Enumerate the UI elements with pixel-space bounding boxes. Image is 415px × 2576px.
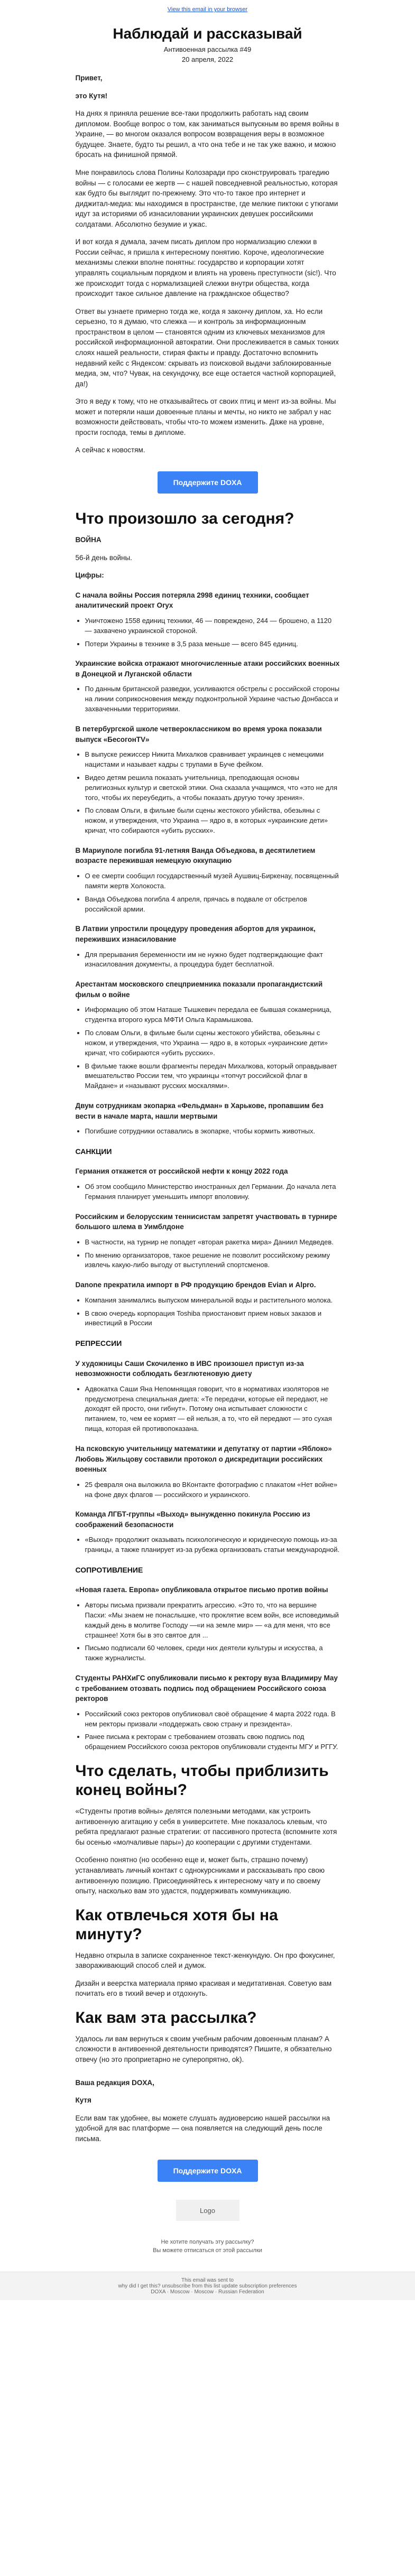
news-bullets [85,1480,340,1500]
news-bullets [85,1005,340,1091]
news-bullets [85,684,340,714]
news-bullet-item: • Потери Украины в технике в 3,5 раза меньше — всего 845 единиц. [85,639,340,649]
news-bullet-item: • О ее смерти сообщил государственный музей Аушвиц-Биркенау, посвященный памяти жертв Холокоста. [85,871,340,891]
news-bullet-item: • Компания занимались выпуском минеральной воды и растительного молока. [85,1296,340,1306]
logo-alt-text: Logo [200,2206,215,2215]
news-bullets [85,1238,340,1271]
news-bullets [85,1127,340,1137]
news-bullet-item: • По мнению организаторов, такое решение не позволит российскому режиму извлечь какую-либо выгоду от выступлений спортсменов. [85,1251,340,1271]
news-headline: Команда ЛГБТ-группы «Выход» вынужденно покинула Россию из соображений безопасности [75,1510,310,1529]
news-headline: В Мариуполе погибла 91-летняя Ванда Объедкова, в десятилетием возрасте пережившая немецкую оккупацию [75,846,316,865]
news-headline: На псковскую учительницу математики и депутатку от партии «Яблоко» Любовь Жильцову составили протокол о дискредитации российских военных [75,1444,332,1474]
section-heading: Что сделать, чтобы приблизить конец войны? [75,1762,329,1799]
news-headline: Студенты РАНХиГС опубликовали письмо к ректору вуза Владимиру Мау с требованием отозвать подпись под обращением Российского союза ректоров [75,1674,338,1703]
distraction-paragraph: Дизайн и веерстка материала прямо красивая и медитативная. Советую вам почитать его в тихий вечер и отдохнуть. [75,1979,332,1998]
section-heading: Как отвлечься хотя бы на минуту? [75,1906,278,1943]
intro-paragraph: Ответ вы узнаете примерно тогда же, когда я закончу диплом, ха. Но если серьезно, то я думаю, что слежка — и контроль за информационным пространством в целом — становятся одним из ключевых механизмов для российской информационной автократии. Они прослеживается в самых тонких слоях нашей реальности, стирая факты и правду. Достаточно вспомнить недавний кейс с Яндексом: скрывать из поисковой выдачи заблокированные медиа, эм, что? Чувак, на секундочку, все еще остается частной корпорацией, да!) [75,307,339,388]
news-bullets [85,1709,340,1752]
resistance-label: СОПРОТИВЛЕНИЕ [75,1566,143,1575]
sanctions-news-list [76,1166,340,1328]
email-body [76,25,340,2254]
war-day: 56-й день войны. [75,553,132,562]
news-bullets [85,1535,340,1555]
footer [0,2272,415,2300]
news-bullet-item: • Для прерывания беременности им не нужно будет подтверждающие факт изнасилования документы, а процедура будет бесплатной. [85,950,340,970]
repression-news-list [76,1359,340,1556]
news-headline: «Новая газета. Европа» опубликовала открытое письмо против войны [75,1586,328,1594]
distraction-section [76,1950,340,1999]
news-bullets [85,750,340,836]
news-bullet-item: • Письмо подписали 60 человек, среди них деятели культуры и искусства, а также журналисты. [85,1643,340,1663]
greeting: Привет, [75,74,103,82]
news-bullets [85,1182,340,1202]
unsubscribe-link[interactable]: Вы можете отписаться от этой рассылки [153,2247,262,2254]
news-bullet-item: • По словам Ольги, в фильме были сцены жестокого убийства, обезьяны с ножом, и утверждения, что Украина — ядро в, в которых «украинские дети» кричат, что собираются «убить русских». [85,806,340,836]
news-bullet-item: • Ранее письма к ректорам с требованием отозвать свою подпись под обращением Российского союза ректоров опубликовали студенты МГУ и РГГУ. [85,1732,340,1752]
news-bullet-item: • В частности, на турнир не попадет «вторая ракетка мира» Даниил Медведев. [85,1238,340,1248]
news-bullets [85,1296,340,1329]
intro-paragraph: А сейчас к новостям. [75,446,145,454]
view-in-browser-link[interactable]: View this email in your browser [167,6,248,13]
support-doxa-button[interactable]: Поддержите DOXA [158,471,258,494]
support-doxa-button[interactable]: Поддержите DOXA [158,2160,258,2182]
issue-date: 20 апреля, 2022 [181,55,234,63]
news-headline: В Латвии упростили процедуру проведения абортов для украинок, переживших изнасилование [75,925,316,943]
news-bullets [85,950,340,970]
greeting-signature: это Кутя! [75,91,108,100]
news-headline: Германия откажется от российской нефти к концу 2022 года [75,1167,288,1176]
unsubscribe-question: Не хотите получать эту рассылку? [161,2239,254,2246]
feedback-section [76,2034,340,2144]
action-paragraph: Особенно понятно (но особенно еще и, может быть, страшно почему) устанавливать личный контакт с однокурсниками и рассказывать про свою антивоенную позицию. Присоединяйтесь к интересному чату и по своему опыту, насколько вам это удастся, поддерживать коммуникацию. [75,1856,325,1895]
repression-label: РЕПРЕССИИ [75,1339,122,1348]
sign-team: Ваша редакция DOXA, [75,2078,154,2087]
news-headline: В петербургской школе четвероклассником во время урока показали выпуск «БесогонTV» [75,725,322,743]
intro-section [76,73,340,455]
news-headline: Арестантам московского спецприемника показали пропагандистский фильм о войне [75,980,323,999]
news-bullet-item: • По словам Ольги, в фильме были сцены жестокого убийства, обезьяны с ножом, и утверждения, что Украина — ядро в, в которых «украинские дети» кричат, что собираются «убить русских». [85,1028,340,1058]
action-paragraph: «Студенты против войны» делятся полезными методами, как устроить антивоенную агитацию у себя в университете. Мне показалось клевым, что ребята предлагают разные стратегии: от пассивного протеста (вспомните хотя бы осенью «молчаливые пары») до кооперации с другими студентами. [75,1807,337,1846]
newsletter-title: Наблюдай и рассказывай [113,25,302,42]
action-section [76,1806,340,1896]
issue-number: Антивоенная рассылка #49 [163,45,252,53]
news-bullets [85,1601,340,1663]
footer-address: DOXA · Moscow · Moscow · Russian Federation [151,2289,264,2295]
section-heading: Как вам эта рассылка? [75,2008,257,2026]
news-bullet-item: • В свою очередь корпорация Toshiba приостановит прием новых заказов и инвестиций в России [85,1309,340,1329]
news-bullets [85,616,340,649]
news-headline: У художницы Саши Скочиленко в ИВС произошел приступ из-за невозможности соблюдать безглютеновую диету [75,1359,304,1378]
news-bullets [85,871,340,914]
news-bullet-item: • В фильме также вошли фрагменты передач Михалкова, который оправдывает вмешательство России тем, что украинцы «топчут российской флаг в Майдане» и «называют русских москалями». [85,1062,340,1092]
news-bullet-item: • Погибшие сотрудники оставались в экопарке, чтобы кормить животных. [85,1127,340,1137]
news-bullet-item: • Адвокатка Саши Яна Непомнящая говорит, что в нормативах изоляторов не предусмотрена специальная диета: «Те передачи, которые ей передают, не доходят ей просто, они гибнут». Потому она испытывает сложности с питанием, то, чем ее кормят — ей нельзя, а то, что ей передают — это сухая пища, которая ей противопоказана. [85,1384,340,1434]
figures-label: Цифры: [75,571,104,580]
intro-paragraph: На днях я приняла решение все-таки продолжить работать над своим дипломом. Вообще вопрос о том, как заниматься выпускным во время войны в Украине, — во многом оказался вопросом возвращения веры в возможное будущее. Знаете, будто ты решил, а что она тебе и не так уже важно, и можно бросать на финишной прямой. [75,109,339,159]
resistance-news-list [76,1585,340,1752]
news-headline: Российским и белорусским теннисистам запретят участвовать в турнире большого шлема в Уимблдоне [75,1212,337,1231]
news-headline: Двум сотрудникам экопарка «Фельдман» в Харькове, пропавшим без вести в начале марта, нашли мертвыми [75,1102,324,1120]
news-bullet-item: • Ванда Объедкова погибла 4 апреля, прячась в подвале от обстрелов российской армии. [85,895,340,915]
section-heading: Что произошло за сегодня? [75,510,294,527]
news-bullet-item: • «Выход» продолжит оказывать психологическую и юридическую помощь из-за границы, а также планирует из-за рубежа организовать статьи международной. [85,1535,340,1555]
news-headline: Danone прекратила импорт в РФ продукцию брендов Evian и Alpro. [75,1281,316,1289]
news-bullets [85,1384,340,1434]
feedback-paragraph: Если вам так удобнее, вы можете слушать аудиоверсию нашей рассылки на удобной для вас платформе — она появляется на следующий день после письма. [75,2114,330,2143]
news-bullet-item: • Информацию об этом Наташе Тышкевич передала ее бывшая сокамерница, студентка второго курса МФТИ Ольга Карамышкова. [85,1005,340,1025]
news-headline: Украинские войска отражают многочисленные атаки российских военных в Донецкой и Луганской области [75,659,340,678]
intro-paragraph: И вот когда я думала, зачем писать диплом про нормализацию слежки в России сейчас, я пришла к интересному понятию. Короче, идеологические механизмы слежки вполне понятны: государство и корпорации хотят управлять социальным порядком и влиять на уровень преступности (sic!). Что же происходит тогда с нормализацией слежки внутри общества, когда происходит такое сильное давление на гражданское общество? [75,238,336,298]
intro-paragraph: Это я веду к тому, что не отказывайтесь от своих птиц и мент из-за войны. Мы может и потеряли наши довоенные планы и мечты, но никто не забрал у нас возможности действовать, чтобы что-то можем изменить. Даже на уровне, прости господа, темы в дипломе. [75,397,336,436]
intro-paragraph: Мне понравилось слова Полины Колозаради про сконструировать трагедию войны — с голосами ее жертв — с нашей повседневной реальностью, которая как будто бы выглядит по-прежнему. Это что-то такое про интернет и диджитал-медиа: мы находимся в пространстве, где мелкие пиктоки с утюгами идут за историями об изнасиловании украинских девушек российскими солдатами. Абсолютно безумие и ужас. [75,168,338,228]
war-news-list [76,590,340,1137]
footer-line: This email was sent to [181,2277,234,2284]
feedback-paragraph: Удалось ли вам вернуться к своим учебным рабочим довоенным планам? А сложности в антивоенной деятельности приводятся? Пишите, я обязательно отвечу (но это проприетарно не суперопрятно, ok). [75,2034,332,2064]
news-bullet-item: • Уничтожено 1558 единиц техники, 46 — повреждено, 244 — брошено, а 1120 — захвачено украинской стороной. [85,616,340,636]
news-bullet-item: • В выпуске режиссер Никита Михалков сравнивает украинцев с немецкими нацистами и называет кадры с трупами в Буче фейком. [85,750,340,770]
distraction-paragraph: Недавно открыла в записке сохраненное текст-женкундую. Он про фокусинег, завораживающий способ слей и думок. [75,1951,335,1970]
footer-links[interactable]: why did I get this? unsubscribe from this list update subscription preferences [118,2283,297,2290]
news-bullet-item: • 25 февраля она выложила во ВКонтакте фотографию с плакатом «Нет войне» на фоне двух флагов — российского и украинского. [85,1480,340,1500]
war-label: ВОЙНА [75,536,102,544]
news-headline: С начала войны Россия потеряла 2998 единиц техники, сообщает аналитический проект Oryx [75,591,309,610]
news-bullet-item: • Российский союз ректоров опубликовал своё обращение 4 марта 2022 года. В нем ректоры призвали «поддержать свою страну и президента». [85,1709,340,1729]
sanctions-label: САНКЦИИ [75,1147,112,1156]
doxa-logo [176,2200,239,2221]
news-bullet-item: • Об этом сообщило Министерство иностранных дел Германии. До начала лета Германия планирует уменьшить импорт вполовину. [85,1182,340,1202]
sign-name: Кутя [75,2096,91,2105]
news-bullet-item: • По данным британской разведки, усиливаются обстрелы с российской стороны на линии соприкосновения между подконтрольной Украине частью Донбасса и захваченными территориями. [85,684,340,714]
top-bar [0,0,415,17]
news-bullet-item: • Авторы письма призвали прекратить агрессию. «Это то, что на вершине Пасхи: «Мы знаем не понаслышке, что проклятие всем войн, все исповедимый каждый день в молитве Господу —«и на земле мир» — «а для меня, что все страшнее! Хотя бы в это святое для ... [85,1601,340,1640]
news-section [76,535,340,1752]
news-bullet-item: • Видео детям решила показать учительница, преподающая основы религиозных культур и светской этики. Она сказала учащимся, что «это не для того, чтобы их переубедить, а чтобы показать другую точку зрения». [85,773,340,803]
